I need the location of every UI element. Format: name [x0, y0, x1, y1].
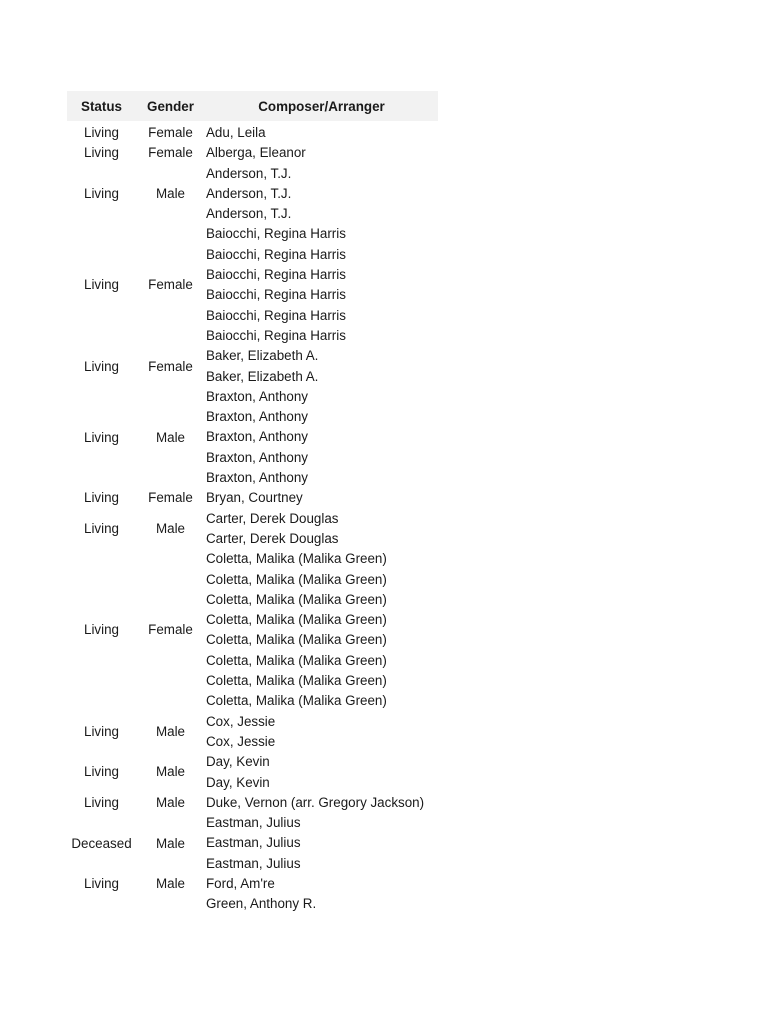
- composer-cell[interactable]: Eastman, Julius: [206, 855, 301, 871]
- composer-table-sheet: [67, 91, 438, 915]
- status-cell[interactable]: [67, 894, 136, 914]
- status-cell[interactable]: Living: [84, 764, 119, 780]
- header-gender[interactable]: Gender: [136, 91, 205, 121]
- gender-cell[interactable]: Male: [155, 520, 186, 536]
- gender-cell[interactable]: Male: [155, 186, 186, 201]
- composer-cell[interactable]: Coletta, Malika (Malika Green): [206, 632, 387, 648]
- gender-cell[interactable]: Male: [155, 876, 186, 892]
- table-row: [67, 488, 438, 508]
- composer-cell[interactable]: Coletta, Malika (Malika Green): [206, 571, 387, 587]
- composer-table: [67, 91, 438, 915]
- status-cell[interactable]: Living: [84, 622, 119, 638]
- composer-cell[interactable]: Duke, Vernon (arr. Gregory Jackson): [206, 794, 425, 810]
- composer-cell[interactable]: Braxton, Anthony: [206, 470, 308, 486]
- table-body: [67, 121, 438, 915]
- header-status[interactable]: Status: [67, 91, 136, 121]
- composer-cell[interactable]: Coletta, Malika (Malika Green): [206, 693, 387, 709]
- composer-cell[interactable]: Cox, Jessie: [206, 733, 276, 749]
- gender-cell[interactable]: Male: [155, 723, 186, 739]
- composer-cell[interactable]: Anderson, T.J.: [206, 206, 292, 222]
- composer-cell[interactable]: Eastman, Julius: [206, 835, 301, 851]
- composer-cell[interactable]: Adu, Leila: [206, 125, 266, 140]
- composer-cell[interactable]: Baiocchi, Regina Harris: [206, 226, 346, 242]
- table-header: [67, 91, 438, 121]
- composer-cell[interactable]: Coletta, Malika (Malika Green): [206, 652, 387, 668]
- composer-cell[interactable]: Anderson, T.J.: [206, 165, 292, 181]
- gender-cell[interactable]: Female: [148, 490, 193, 506]
- composer-cell[interactable]: Alberga, Eleanor: [206, 145, 306, 161]
- composer-cell[interactable]: Bryan, Courtney: [206, 490, 303, 506]
- gender-cell[interactable]: [136, 894, 205, 914]
- composer-cell[interactable]: Coletta, Malika (Malika Green): [206, 551, 387, 567]
- composer-cell[interactable]: Day, Kevin: [206, 754, 270, 770]
- table-row: [67, 123, 438, 143]
- header-composer[interactable]: Composer/Arranger: [205, 91, 438, 121]
- status-cell[interactable]: Living: [84, 794, 119, 810]
- composer-cell[interactable]: Braxton, Anthony: [206, 409, 308, 425]
- table-row: [67, 143, 438, 163]
- composer-cell[interactable]: Green, Anthony R.: [206, 896, 317, 912]
- status-cell[interactable]: Living: [84, 358, 119, 374]
- composer-cell[interactable]: Anderson, T.J.: [206, 185, 292, 201]
- gender-cell[interactable]: Male: [155, 835, 186, 851]
- gender-cell[interactable]: Male: [155, 794, 186, 810]
- table-row: [67, 813, 438, 833]
- table-row: [67, 874, 438, 894]
- status-cell[interactable]: Living: [84, 277, 119, 293]
- gender-cell[interactable]: Female: [148, 277, 193, 293]
- composer-cell[interactable]: Cox, Jessie: [206, 713, 276, 729]
- status-cell[interactable]: Living: [84, 186, 119, 201]
- composer-cell[interactable]: Coletta, Malika (Malika Green): [206, 673, 387, 689]
- gender-cell[interactable]: Male: [155, 429, 186, 445]
- table-row: [67, 346, 438, 366]
- composer-cell[interactable]: Baker, Elizabeth A.: [206, 368, 319, 384]
- table-row: [67, 793, 438, 813]
- status-cell[interactable]: Living: [84, 429, 119, 445]
- table-row: [67, 387, 438, 407]
- table-row: [67, 224, 438, 244]
- table-row: [67, 509, 438, 529]
- composer-cell[interactable]: Baiocchi, Regina Harris: [206, 327, 346, 343]
- composer-cell[interactable]: Eastman, Julius: [206, 815, 301, 831]
- table-row: [67, 549, 438, 569]
- composer-cell[interactable]: Braxton, Anthony: [206, 429, 308, 445]
- composer-cell[interactable]: Baiocchi, Regina Harris: [206, 287, 346, 303]
- gender-cell[interactable]: Female: [148, 358, 193, 374]
- gender-cell[interactable]: Male: [155, 764, 186, 780]
- composer-cell[interactable]: Coletta, Malika (Malika Green): [206, 612, 387, 628]
- header-row: [67, 91, 438, 121]
- table-row: [67, 752, 438, 772]
- composer-cell[interactable]: Baiocchi, Regina Harris: [206, 307, 346, 323]
- composer-cell[interactable]: Coletta, Malika (Malika Green): [206, 591, 387, 607]
- status-cell[interactable]: Deceased: [71, 835, 132, 851]
- composer-cell[interactable]: Baker, Elizabeth A.: [206, 348, 319, 364]
- composer-cell[interactable]: Baiocchi, Regina Harris: [206, 246, 346, 262]
- gender-cell[interactable]: Female: [148, 145, 193, 161]
- composer-cell[interactable]: Baiocchi, Regina Harris: [206, 267, 346, 283]
- composer-cell[interactable]: Ford, Am're: [206, 875, 275, 891]
- status-cell[interactable]: Living: [84, 520, 119, 536]
- table-row: [67, 894, 438, 914]
- gender-cell[interactable]: Female: [148, 622, 193, 638]
- composer-cell[interactable]: Carter, Derek Douglas: [206, 510, 339, 526]
- composer-cell[interactable]: Braxton, Anthony: [206, 449, 308, 465]
- composer-cell[interactable]: Braxton, Anthony: [206, 388, 308, 404]
- status-cell[interactable]: Living: [84, 876, 119, 892]
- composer-cell[interactable]: Carter, Derek Douglas: [206, 530, 339, 546]
- status-cell[interactable]: Living: [84, 490, 119, 506]
- status-cell[interactable]: Living: [84, 125, 119, 141]
- table-row: [67, 164, 438, 184]
- gender-cell[interactable]: Female: [148, 125, 193, 141]
- status-cell[interactable]: Living: [84, 723, 119, 739]
- composer-cell[interactable]: Day, Kevin: [206, 774, 270, 790]
- status-cell[interactable]: Living: [84, 145, 119, 161]
- table-row: [67, 712, 438, 732]
